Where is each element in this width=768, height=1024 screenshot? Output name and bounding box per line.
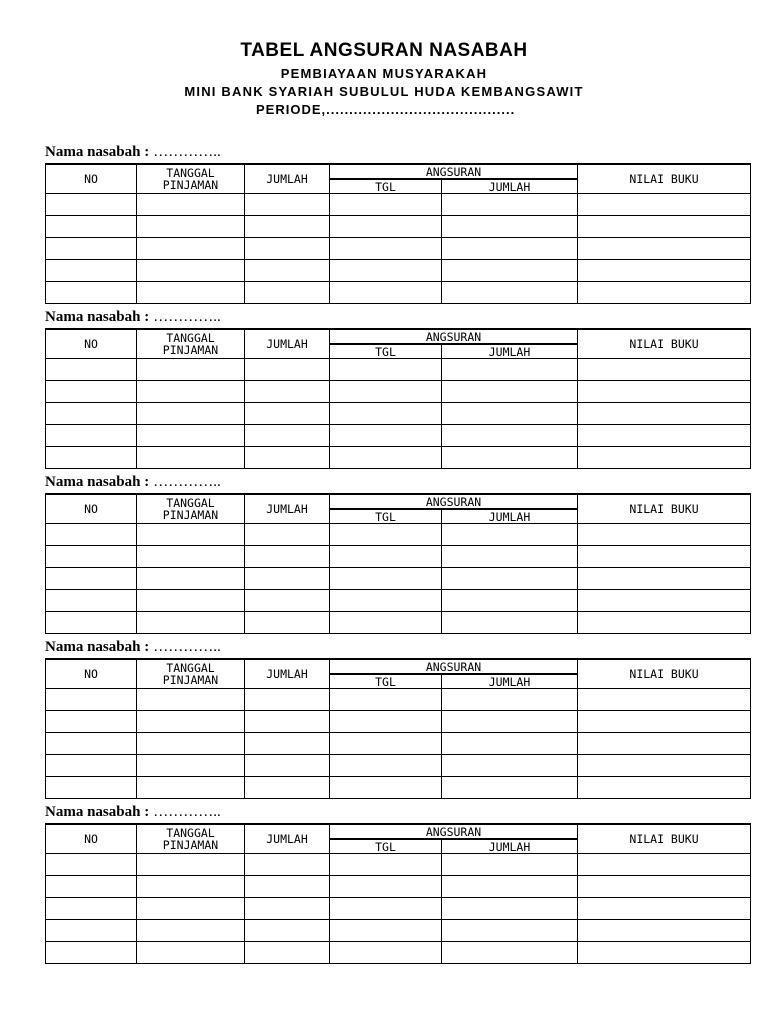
header-no: NO (46, 494, 137, 524)
table-row (46, 238, 751, 260)
cell-no[interactable] (46, 777, 137, 799)
cell-nilai-buku[interactable] (578, 689, 751, 711)
cell-nilai-buku[interactable] (578, 194, 751, 216)
cell-angsuran-jumlah[interactable] (442, 194, 578, 216)
document-period: PERIODE,......................................... (256, 102, 516, 117)
cell-tanggal-pinjaman[interactable] (137, 359, 245, 381)
cell-angsuran-jumlah[interactable] (442, 546, 578, 568)
cell-tgl[interactable] (330, 524, 442, 546)
cell-no[interactable] (46, 216, 137, 238)
cell-angsuran-jumlah[interactable] (442, 777, 578, 799)
cell-nilai-buku[interactable] (578, 898, 751, 920)
cell-nilai-buku[interactable] (578, 590, 751, 612)
cell-jumlah[interactable] (245, 447, 330, 469)
cell-nilai-buku[interactable] (578, 854, 751, 876)
cell-angsuran-jumlah[interactable] (442, 590, 578, 612)
customer-name-label: Nama nasabah : (45, 144, 150, 160)
header-nilai-buku: NILAI BUKU (578, 494, 751, 524)
header-tgl: TGL (330, 509, 442, 524)
header-angsuran-jumlah: JUMLAH (442, 344, 578, 359)
cell-tgl[interactable] (330, 381, 442, 403)
cell-angsuran-jumlah[interactable] (442, 568, 578, 590)
table-row (46, 733, 751, 755)
table-row (46, 381, 751, 403)
cell-angsuran-jumlah[interactable] (442, 447, 578, 469)
cell-jumlah[interactable] (245, 381, 330, 403)
header-tanggal-pinjaman (137, 824, 245, 854)
table-row (46, 216, 751, 238)
table-row (46, 524, 751, 546)
cell-tanggal-pinjaman[interactable] (137, 216, 245, 238)
cell-no[interactable] (46, 447, 137, 469)
cell-tanggal-pinjaman[interactable] (137, 711, 245, 733)
cell-tgl[interactable] (330, 194, 442, 216)
cell-tgl[interactable] (330, 689, 442, 711)
table-row (46, 425, 751, 447)
cell-angsuran-jumlah[interactable] (442, 216, 578, 238)
cell-no[interactable] (46, 689, 137, 711)
cell-tanggal-pinjaman[interactable] (137, 689, 245, 711)
cell-no[interactable] (46, 359, 137, 381)
header-angsuran: ANGSURAN (330, 659, 578, 674)
table-row (46, 898, 751, 920)
cell-jumlah[interactable] (245, 216, 330, 238)
cell-angsuran-jumlah[interactable] (442, 260, 578, 282)
customer-name-label: Nama nasabah : (45, 474, 150, 490)
table-row (46, 612, 751, 634)
cell-angsuran-jumlah[interactable] (442, 689, 578, 711)
cell-nilai-buku[interactable] (578, 403, 751, 425)
cell-tanggal-pinjaman[interactable] (137, 546, 245, 568)
header-angsuran: ANGSURAN (330, 824, 578, 839)
cell-jumlah[interactable] (245, 898, 330, 920)
table-row (46, 359, 751, 381)
cell-nilai-buku[interactable] (578, 920, 751, 942)
cell-tanggal-pinjaman[interactable] (137, 755, 245, 777)
cell-jumlah[interactable] (245, 942, 330, 964)
customer-name-blank[interactable]: ………….. (153, 309, 221, 325)
cell-angsuran-jumlah[interactable] (442, 381, 578, 403)
cell-tanggal-pinjaman[interactable] (137, 194, 245, 216)
header-tanggal: TANGGAL (166, 661, 215, 675)
cell-nilai-buku[interactable] (578, 260, 751, 282)
cell-angsuran-jumlah[interactable] (442, 425, 578, 447)
cell-no[interactable] (46, 876, 137, 898)
cell-nilai-buku[interactable] (578, 425, 751, 447)
table-row (46, 194, 751, 216)
header-no: NO (46, 659, 137, 689)
cell-angsuran-jumlah[interactable] (442, 524, 578, 546)
cell-angsuran-jumlah[interactable] (442, 876, 578, 898)
customer-name-row (45, 473, 750, 491)
table-row (46, 920, 751, 942)
cell-no[interactable] (46, 282, 137, 304)
customer-name-row (45, 803, 750, 821)
header-jumlah: JUMLAH (245, 164, 330, 194)
cell-jumlah[interactable] (245, 854, 330, 876)
header-angsuran: ANGSURAN (330, 494, 578, 509)
customer-section (45, 638, 750, 799)
cell-tanggal-pinjaman[interactable] (137, 854, 245, 876)
cell-nilai-buku[interactable] (578, 282, 751, 304)
cell-angsuran-jumlah[interactable] (442, 711, 578, 733)
document-subtitle-financing: PEMBIAYAAN MUSYARAKAH (280, 66, 488, 81)
cell-tgl[interactable] (330, 733, 442, 755)
cell-no[interactable] (46, 755, 137, 777)
cell-nilai-buku[interactable] (578, 942, 751, 964)
cell-nilai-buku[interactable] (578, 777, 751, 799)
header-tanggal-pinjaman (137, 329, 245, 359)
header-tgl: TGL (330, 839, 442, 854)
cell-tgl[interactable] (330, 755, 442, 777)
cell-tanggal-pinjaman[interactable] (137, 447, 245, 469)
cell-nilai-buku[interactable] (578, 381, 751, 403)
cell-jumlah[interactable] (245, 711, 330, 733)
cell-angsuran-jumlah[interactable] (442, 612, 578, 634)
cell-jumlah[interactable] (245, 733, 330, 755)
cell-tgl[interactable] (330, 282, 442, 304)
document-subtitle-bank: MINI BANK SYARIAH SUBULUL HUDA KEMBANGSAWIT (184, 84, 584, 99)
cell-jumlah[interactable] (245, 612, 330, 634)
cell-jumlah[interactable] (245, 260, 330, 282)
table-row (46, 711, 751, 733)
cell-tgl[interactable] (330, 425, 442, 447)
cell-angsuran-jumlah[interactable] (442, 238, 578, 260)
customer-name-label: Nama nasabah : (45, 309, 150, 325)
cell-jumlah[interactable] (245, 282, 330, 304)
cell-tgl[interactable] (330, 711, 442, 733)
cell-tanggal-pinjaman[interactable] (137, 403, 245, 425)
cell-jumlah[interactable] (245, 403, 330, 425)
cell-angsuran-jumlah[interactable] (442, 898, 578, 920)
header-jumlah: JUMLAH (245, 659, 330, 689)
table-row (46, 447, 751, 469)
installment-table (45, 328, 751, 469)
header-jumlah: JUMLAH (245, 329, 330, 359)
installment-table (45, 823, 751, 964)
cell-no[interactable] (46, 381, 137, 403)
cell-angsuran-jumlah[interactable] (442, 920, 578, 942)
cell-tgl[interactable] (330, 777, 442, 799)
header-tgl: TGL (330, 674, 442, 689)
cell-tanggal-pinjaman[interactable] (137, 733, 245, 755)
table-row (46, 546, 751, 568)
customer-section (45, 308, 750, 469)
cell-tgl[interactable] (330, 260, 442, 282)
cell-angsuran-jumlah[interactable] (442, 942, 578, 964)
cell-jumlah[interactable] (245, 194, 330, 216)
cell-tanggal-pinjaman[interactable] (137, 568, 245, 590)
header-no: NO (46, 329, 137, 359)
header-nilai-buku: NILAI BUKU (578, 329, 751, 359)
header-nilai-buku: NILAI BUKU (578, 824, 751, 854)
cell-tgl[interactable] (330, 216, 442, 238)
table-row (46, 854, 751, 876)
header-tanggal: TANGGAL (166, 331, 215, 345)
cell-no[interactable] (46, 260, 137, 282)
table-row (46, 942, 751, 964)
cell-tgl[interactable] (330, 854, 442, 876)
header-pinjaman: PINJAMAN (162, 838, 219, 852)
cell-no[interactable] (46, 854, 137, 876)
cell-no[interactable] (46, 194, 137, 216)
cell-jumlah[interactable] (245, 689, 330, 711)
header-tgl: TGL (330, 179, 442, 194)
cell-tanggal-pinjaman[interactable] (137, 260, 245, 282)
document-title: TABEL ANGSURAN NASABAH (240, 40, 528, 61)
header-tanggal: TANGGAL (166, 166, 215, 180)
header-pinjaman: PINJAMAN (162, 673, 219, 687)
header-pinjaman: PINJAMAN (162, 508, 219, 522)
cell-tanggal-pinjaman[interactable] (137, 898, 245, 920)
cell-tanggal-pinjaman[interactable] (137, 777, 245, 799)
header-angsuran-jumlah: JUMLAH (442, 179, 578, 194)
cell-nilai-buku[interactable] (578, 524, 751, 546)
header-tanggal: TANGGAL (166, 826, 215, 840)
cell-jumlah[interactable] (245, 755, 330, 777)
cell-nilai-buku[interactable] (578, 876, 751, 898)
cell-nilai-buku[interactable] (578, 238, 751, 260)
customer-section (45, 143, 750, 304)
cell-tgl[interactable] (330, 568, 442, 590)
header-tanggal-pinjaman (137, 659, 245, 689)
header-angsuran-jumlah: JUMLAH (442, 509, 578, 524)
table-row (46, 876, 751, 898)
table-row (46, 777, 751, 799)
cell-tgl[interactable] (330, 238, 442, 260)
cell-no[interactable] (46, 403, 137, 425)
cell-tanggal-pinjaman[interactable] (137, 524, 245, 546)
header-tanggal-pinjaman (137, 494, 245, 524)
cell-jumlah[interactable] (245, 524, 330, 546)
header-nilai-buku: NILAI BUKU (578, 659, 751, 689)
cell-tanggal-pinjaman[interactable] (137, 590, 245, 612)
table-row (46, 755, 751, 777)
cell-tgl[interactable] (330, 590, 442, 612)
cell-tanggal-pinjaman[interactable] (137, 381, 245, 403)
customer-name-row (45, 308, 750, 326)
cell-no[interactable] (46, 711, 137, 733)
cell-tgl[interactable] (330, 898, 442, 920)
header-angsuran: ANGSURAN (330, 329, 578, 344)
customer-name-blank[interactable]: ………….. (153, 144, 221, 160)
cell-angsuran-jumlah[interactable] (442, 854, 578, 876)
cell-angsuran-jumlah[interactable] (442, 733, 578, 755)
customer-name-label: Nama nasabah : (45, 804, 150, 820)
cell-jumlah[interactable] (245, 546, 330, 568)
cell-nilai-buku[interactable] (578, 216, 751, 238)
cell-nilai-buku[interactable] (578, 359, 751, 381)
cell-nilai-buku[interactable] (578, 612, 751, 634)
customer-name-blank[interactable]: ………….. (153, 474, 221, 490)
cell-no[interactable] (46, 942, 137, 964)
cell-nilai-buku[interactable] (578, 733, 751, 755)
cell-tanggal-pinjaman[interactable] (137, 920, 245, 942)
cell-tgl[interactable] (330, 546, 442, 568)
header-pinjaman: PINJAMAN (162, 343, 219, 357)
header-nilai-buku: NILAI BUKU (578, 164, 751, 194)
cell-jumlah[interactable] (245, 568, 330, 590)
table-row (46, 403, 751, 425)
customer-section (45, 473, 750, 634)
header-no: NO (46, 824, 137, 854)
header-tanggal: TANGGAL (166, 496, 215, 510)
header-angsuran-jumlah: JUMLAH (442, 839, 578, 854)
cell-no[interactable] (46, 920, 137, 942)
cell-tanggal-pinjaman[interactable] (137, 425, 245, 447)
cell-no[interactable] (46, 590, 137, 612)
cell-angsuran-jumlah[interactable] (442, 359, 578, 381)
header-tanggal-pinjaman (137, 164, 245, 194)
cell-tgl[interactable] (330, 920, 442, 942)
cell-no[interactable] (46, 612, 137, 634)
cell-no[interactable] (46, 425, 137, 447)
installment-table (45, 658, 751, 799)
cell-jumlah[interactable] (245, 425, 330, 447)
cell-no[interactable] (46, 568, 137, 590)
customer-name-blank[interactable]: ………….. (153, 804, 221, 820)
customer-name-blank[interactable]: ………….. (153, 639, 221, 655)
cell-tgl[interactable] (330, 359, 442, 381)
cell-tgl[interactable] (330, 876, 442, 898)
header-tgl: TGL (330, 344, 442, 359)
cell-tgl[interactable] (330, 612, 442, 634)
cell-nilai-buku[interactable] (578, 546, 751, 568)
cell-no[interactable] (46, 898, 137, 920)
table-row (46, 689, 751, 711)
cell-jumlah[interactable] (245, 876, 330, 898)
cell-jumlah[interactable] (245, 777, 330, 799)
cell-angsuran-jumlah[interactable] (442, 403, 578, 425)
cell-angsuran-jumlah[interactable] (442, 282, 578, 304)
cell-tgl[interactable] (330, 403, 442, 425)
header-pinjaman: PINJAMAN (162, 178, 219, 192)
cell-angsuran-jumlah[interactable] (442, 755, 578, 777)
cell-no[interactable] (46, 524, 137, 546)
cell-tanggal-pinjaman[interactable] (137, 238, 245, 260)
table-row (46, 260, 751, 282)
cell-nilai-buku[interactable] (578, 711, 751, 733)
cell-nilai-buku[interactable] (578, 447, 751, 469)
header-jumlah: JUMLAH (245, 494, 330, 524)
cell-tgl[interactable] (330, 447, 442, 469)
customer-name-row (45, 143, 750, 161)
cell-tanggal-pinjaman[interactable] (137, 942, 245, 964)
installment-table (45, 163, 751, 304)
cell-nilai-buku[interactable] (578, 568, 751, 590)
customer-name-label: Nama nasabah : (45, 639, 150, 655)
table-row (46, 282, 751, 304)
cell-jumlah[interactable] (245, 920, 330, 942)
cell-no[interactable] (46, 238, 137, 260)
cell-tanggal-pinjaman[interactable] (137, 876, 245, 898)
cell-tanggal-pinjaman[interactable] (137, 282, 245, 304)
header-angsuran-jumlah: JUMLAH (442, 674, 578, 689)
cell-nilai-buku[interactable] (578, 755, 751, 777)
header-jumlah: JUMLAH (245, 824, 330, 854)
cell-jumlah[interactable] (245, 238, 330, 260)
table-row (46, 568, 751, 590)
header-angsuran: ANGSURAN (330, 164, 578, 179)
cell-jumlah[interactable] (245, 590, 330, 612)
installment-table (45, 493, 751, 634)
customer-name-row (45, 638, 750, 656)
cell-tgl[interactable] (330, 942, 442, 964)
customer-section (45, 803, 750, 964)
table-row (46, 590, 751, 612)
cell-no[interactable] (46, 546, 137, 568)
cell-tanggal-pinjaman[interactable] (137, 612, 245, 634)
header-no: NO (46, 164, 137, 194)
cell-jumlah[interactable] (245, 359, 330, 381)
cell-no[interactable] (46, 733, 137, 755)
